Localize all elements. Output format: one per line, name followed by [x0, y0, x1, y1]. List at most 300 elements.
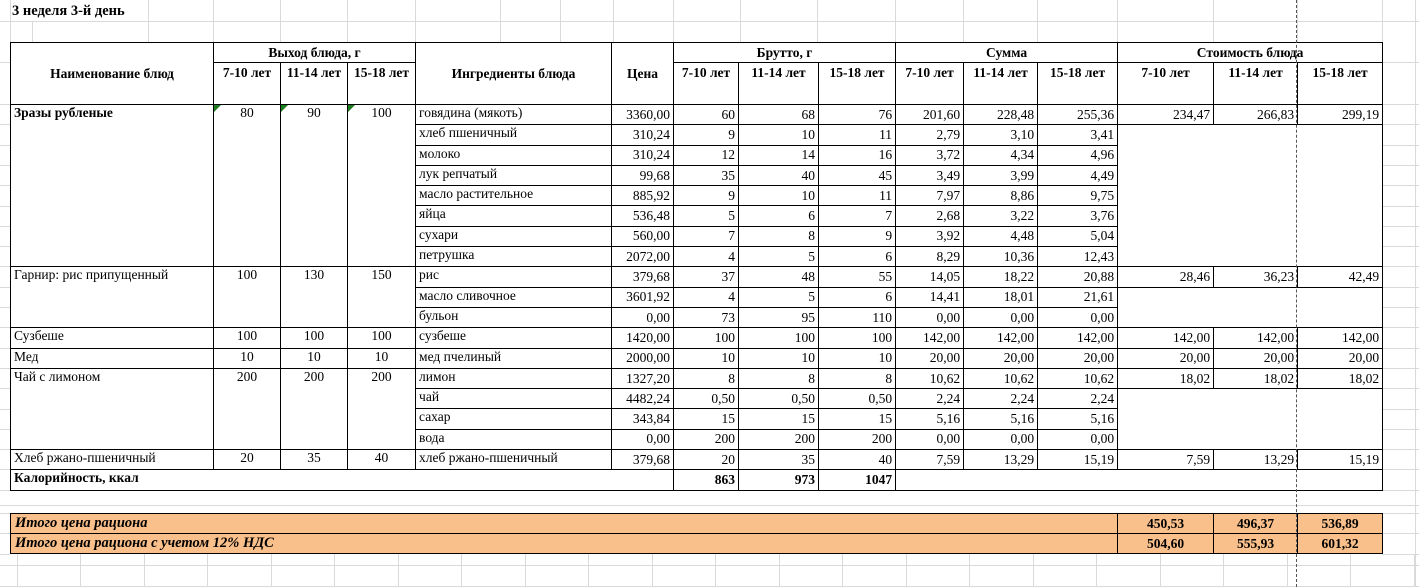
cell-brutto[interactable]: 45 [819, 165, 896, 185]
cell-brutto[interactable]: 16 [819, 145, 896, 165]
gridline [0, 124, 10, 125]
table-row [11, 105, 1383, 125]
cell-brutto[interactable]: 9 [819, 226, 896, 246]
cell-dish-name[interactable]: Хлеб ржано-пшеничный [11, 450, 214, 470]
cell-price[interactable]: 1327,20 [612, 368, 674, 388]
col-header-summa[interactable]: Сумма [896, 43, 1118, 63]
cell-summa[interactable]: 18,22 [964, 267, 1038, 287]
gridline [0, 185, 10, 186]
cell-brutto[interactable]: 10 [739, 348, 819, 368]
gridline [0, 505, 1419, 506]
cell-brutto[interactable]: 200 [819, 429, 896, 449]
cell-summa[interactable]: 5,16 [964, 409, 1038, 429]
gridline [1382, 469, 1419, 470]
cell-ingredient[interactable]: яйца [416, 206, 612, 226]
cell-price[interactable]: 560,00 [612, 226, 674, 246]
gridline [1382, 327, 1419, 328]
cell-brutto[interactable]: 9 [674, 125, 739, 145]
gridline [1382, 226, 1419, 227]
cell-summa[interactable]: 7,59 [896, 450, 964, 470]
cell-ingredient[interactable]: мед пчелиный [416, 348, 612, 368]
cell-cost[interactable]: 13,29 [1214, 450, 1298, 470]
cell-price[interactable]: 885,92 [612, 186, 674, 206]
cell-summa[interactable]: 4,48 [964, 226, 1038, 246]
cell-price[interactable]: 0,00 [612, 307, 674, 327]
note-triangle-icon [214, 105, 221, 112]
cell-ingredient[interactable]: вода [416, 429, 612, 449]
cell-summa[interactable]: 0,00 [964, 307, 1038, 327]
cell-dish-name[interactable]: Чай с лимоном [11, 368, 214, 449]
cell-summa[interactable]: 142,00 [1038, 328, 1118, 348]
cell-summa[interactable]: 8,86 [964, 186, 1038, 206]
cell-summa[interactable]: 8,29 [896, 247, 964, 267]
cell-ingredient[interactable]: хлеб ржано-пшеничный [416, 450, 612, 470]
col-header-price[interactable]: Цена [612, 43, 674, 105]
cell-price[interactable]: 2072,00 [612, 247, 674, 267]
gridline [0, 246, 10, 247]
cell-ingredient[interactable]: масло сливочное [416, 287, 612, 307]
cell-dish-name[interactable]: Гарнир: рис припущенный [11, 267, 214, 328]
cell-dish-name[interactable]: Сузбеше [11, 328, 214, 348]
note-triangle-icon [348, 105, 355, 112]
cell-ingredient[interactable]: сухари [416, 226, 612, 246]
gridline [1382, 287, 1419, 288]
age-header-cost-2[interactable]: 11-14 лет [1214, 63, 1298, 105]
gridline [1382, 554, 1419, 555]
cell-brutto[interactable]: 11 [819, 125, 896, 145]
cell-price[interactable]: 343,84 [612, 409, 674, 429]
cell-output[interactable] [281, 105, 348, 267]
gridline [0, 226, 10, 227]
gridline [0, 206, 10, 207]
cell-brutto[interactable]: 68 [739, 105, 819, 125]
cell-output[interactable]: 130 [281, 267, 348, 328]
cell-output[interactable]: 100 [214, 267, 281, 328]
cell-brutto[interactable]: 100 [739, 328, 819, 348]
cell-output[interactable]: 150 [348, 267, 416, 328]
cell-brutto[interactable]: 6 [739, 206, 819, 226]
cell-brutto[interactable]: 10 [739, 186, 819, 206]
gridline [80, 554, 81, 587]
cell-summa[interactable]: 3,92 [896, 226, 964, 246]
age-header-summa-3[interactable]: 15-18 лет [1038, 63, 1118, 105]
cell-output[interactable] [214, 105, 281, 267]
cell-summa[interactable]: 0,00 [964, 429, 1038, 449]
cell-cost[interactable]: 299,19 [1298, 105, 1383, 125]
cell-cost[interactable]: 20,00 [1298, 348, 1383, 368]
total-row-value[interactable]: 601,32 [1298, 534, 1383, 554]
cell-output[interactable] [348, 105, 416, 267]
total-row-label[interactable]: Итого цена рациона с учетом 12% НДС [11, 534, 1118, 554]
gridline [0, 307, 10, 308]
cell-summa[interactable]: 2,79 [896, 125, 964, 145]
cell-output[interactable]: 200 [348, 368, 416, 449]
cell-cost[interactable]: 42,49 [1298, 267, 1383, 287]
cell-brutto[interactable]: 60 [674, 105, 739, 125]
cell-summa[interactable]: 0,00 [896, 429, 964, 449]
cell-cost-merged-empty[interactable] [1118, 125, 1383, 267]
cell-cost[interactable]: 20,00 [1118, 348, 1214, 368]
cell-summa[interactable]: 18,01 [964, 287, 1038, 307]
output-value: 100 [371, 105, 392, 120]
cell-summa[interactable]: 142,00 [896, 328, 964, 348]
cell-summa[interactable]: 0,00 [1038, 307, 1118, 327]
cell-cost[interactable]: 266,83 [1214, 105, 1298, 125]
gridline [0, 368, 10, 369]
gridline [0, 388, 10, 389]
cell-kcal-value[interactable]: 973 [739, 470, 819, 490]
gridline [1382, 145, 1419, 146]
cell-summa[interactable]: 14,05 [896, 267, 964, 287]
total-row-value[interactable]: 496,37 [1214, 514, 1298, 534]
gridline [0, 449, 10, 450]
cell-brutto[interactable]: 8 [739, 226, 819, 246]
cell-brutto[interactable]: 73 [674, 307, 739, 327]
total-row-value[interactable]: 504,60 [1118, 534, 1214, 554]
cell-summa[interactable]: 4,49 [1038, 165, 1118, 185]
gridline [0, 429, 10, 430]
cell-brutto[interactable]: 8 [739, 368, 819, 388]
cell-summa[interactable]: 5,16 [1038, 409, 1118, 429]
cell-brutto[interactable]: 5 [674, 206, 739, 226]
cell-summa[interactable]: 2,24 [896, 389, 964, 409]
col-header-brutto[interactable]: Брутто, г [674, 43, 896, 63]
cell-summa[interactable]: 142,00 [964, 328, 1038, 348]
cell-cost[interactable]: 36,23 [1214, 267, 1298, 287]
cell-brutto[interactable]: 37 [674, 267, 739, 287]
gridline [0, 266, 10, 267]
cell-output[interactable]: 100 [281, 328, 348, 348]
cell-ingredient[interactable]: бульон [416, 307, 612, 327]
table-row [11, 348, 1383, 368]
cell-summa[interactable]: 3,72 [896, 145, 964, 165]
total-row [11, 514, 1383, 534]
cell-brutto[interactable]: 48 [739, 267, 819, 287]
cell-brutto[interactable]: 40 [819, 450, 896, 470]
cell-summa[interactable]: 4,96 [1038, 145, 1118, 165]
cell-summa[interactable]: 201,60 [896, 105, 964, 125]
cell-summa[interactable]: 5,16 [896, 409, 964, 429]
cell-summa[interactable]: 3,41 [1038, 125, 1118, 145]
cell-ingredient[interactable]: лук репчатый [416, 165, 612, 185]
cell-summa[interactable]: 10,36 [964, 247, 1038, 267]
cell-brutto[interactable]: 7 [674, 226, 739, 246]
gridline [271, 554, 272, 587]
cell-brutto[interactable]: 10 [674, 348, 739, 368]
cell-summa[interactable]: 10,62 [964, 368, 1038, 388]
sheet-title[interactable]: 3 неделя 3-й день [12, 3, 125, 19]
cell-kcal-value[interactable]: 1047 [819, 470, 896, 490]
table-row-kcal [11, 470, 1383, 490]
gridline [334, 554, 335, 587]
cell-ingredient[interactable]: молоко [416, 145, 612, 165]
cell-cost[interactable]: 142,00 [1118, 328, 1214, 348]
gridline [398, 554, 399, 587]
cell-brutto[interactable]: 35 [739, 450, 819, 470]
gridline [1382, 246, 1419, 247]
age-header-output-2[interactable]: 11-14 лет [281, 63, 348, 105]
gridline [1382, 388, 1419, 389]
cell-price[interactable]: 379,68 [612, 450, 674, 470]
gridline [1033, 554, 1034, 587]
cell-cost[interactable]: 18,02 [1214, 368, 1298, 388]
cell-output[interactable]: 10 [214, 348, 281, 368]
gridline [1382, 307, 1419, 308]
gridline [1382, 490, 1419, 491]
cell-ingredient[interactable]: рис [416, 267, 612, 287]
cell-summa[interactable]: 10,62 [896, 368, 964, 388]
cell-price[interactable]: 99,68 [612, 165, 674, 185]
cell-brutto[interactable]: 5 [739, 247, 819, 267]
cell-summa[interactable]: 14,41 [896, 287, 964, 307]
cell-output[interactable]: 10 [281, 348, 348, 368]
cell-cost[interactable]: 28,46 [1118, 267, 1214, 287]
age-header-output-3[interactable]: 15-18 лет [348, 63, 416, 105]
cell-brutto[interactable]: 0,50 [819, 389, 896, 409]
cell-cost-merged-empty[interactable] [1118, 287, 1383, 328]
cell-brutto[interactable]: 20 [674, 450, 739, 470]
gridline [1382, 266, 1419, 267]
age-header-brutto-1[interactable]: 7-10 лет [674, 63, 739, 105]
cell-price[interactable]: 310,24 [612, 125, 674, 145]
cell-brutto[interactable]: 95 [739, 307, 819, 327]
cell-ingredient[interactable]: масло растительное [416, 186, 612, 206]
gridline [715, 554, 716, 587]
cell-cost[interactable]: 234,47 [1118, 105, 1214, 125]
cell-output[interactable]: 200 [281, 368, 348, 449]
table-row [11, 328, 1383, 348]
cell-brutto[interactable]: 15 [739, 409, 819, 429]
cell-summa[interactable]: 3,49 [896, 165, 964, 185]
gridline [1096, 554, 1097, 587]
cell-price[interactable]: 3360,00 [612, 105, 674, 125]
cell-brutto[interactable]: 76 [819, 105, 896, 125]
gridline [1382, 533, 1419, 534]
cell-summa[interactable]: 7,97 [896, 186, 964, 206]
cell-ingredient[interactable]: хлеб пшеничный [416, 125, 612, 145]
gridline [779, 554, 780, 587]
gridline [1223, 554, 1224, 587]
cell-price[interactable]: 4482,24 [612, 389, 674, 409]
cell-brutto[interactable]: 15 [674, 409, 739, 429]
cell-price[interactable]: 2000,00 [612, 348, 674, 368]
gridline [0, 287, 10, 288]
cell-brutto[interactable]: 100 [819, 328, 896, 348]
cell-brutto[interactable]: 10 [819, 348, 896, 368]
gridline [1382, 348, 1419, 349]
gridline [1382, 124, 1419, 125]
cell-brutto[interactable]: 35 [674, 165, 739, 185]
gridline [1287, 554, 1288, 587]
cell-summa[interactable]: 20,00 [896, 348, 964, 368]
cell-kcal-empty[interactable] [896, 470, 1383, 490]
age-header-cost-1[interactable]: 7-10 лет [1118, 63, 1214, 105]
cell-price[interactable]: 3601,92 [612, 287, 674, 307]
cell-brutto[interactable]: 5 [739, 287, 819, 307]
cell-brutto[interactable]: 11 [819, 186, 896, 206]
gridline [0, 513, 10, 514]
total-row-label[interactable]: Итого цена рациона [11, 514, 1118, 534]
cell-ingredient[interactable]: петрушка [416, 247, 612, 267]
cell-dish-name[interactable]: Мед [11, 348, 214, 368]
totals-table [10, 513, 1383, 554]
age-header-cost-3[interactable]: 15-18 лет [1298, 63, 1383, 105]
cell-output[interactable]: 40 [348, 450, 416, 470]
cell-output[interactable]: 10 [348, 348, 416, 368]
cell-cost[interactable]: 18,02 [1298, 368, 1383, 388]
cell-price[interactable]: 379,68 [612, 267, 674, 287]
cell-summa[interactable]: 13,29 [964, 450, 1038, 470]
cell-brutto[interactable]: 0,50 [739, 389, 819, 409]
cell-summa[interactable]: 255,36 [1038, 105, 1118, 125]
cell-output[interactable]: 35 [281, 450, 348, 470]
cell-summa[interactable]: 4,34 [964, 145, 1038, 165]
gridline [0, 165, 10, 166]
meal-plan-table [10, 42, 1383, 491]
cell-brutto[interactable]: 200 [739, 429, 819, 449]
gridline [0, 469, 10, 470]
cell-cost[interactable]: 142,00 [1298, 328, 1383, 348]
age-header-summa-1[interactable]: 7-10 лет [896, 63, 964, 105]
cell-ingredient[interactable]: сузбеше [416, 328, 612, 348]
table-row [11, 368, 1383, 388]
cell-summa[interactable]: 5,04 [1038, 226, 1118, 246]
cell-ingredient[interactable]: лимон [416, 368, 612, 388]
total-row-value[interactable]: 555,93 [1214, 534, 1298, 554]
cell-summa[interactable]: 2,24 [964, 389, 1038, 409]
cell-kcal-value[interactable]: 863 [674, 470, 739, 490]
note-triangle-icon [281, 105, 288, 112]
cell-dish-name[interactable]: Зразы рубленые [11, 105, 214, 267]
cell-ingredient[interactable]: говядина (мякоть) [416, 105, 612, 125]
gridline [0, 327, 10, 328]
cell-brutto[interactable]: 100 [674, 328, 739, 348]
cell-brutto[interactable]: 6 [819, 287, 896, 307]
gridline [1382, 206, 1419, 207]
cell-price[interactable]: 1420,00 [612, 328, 674, 348]
cell-cost[interactable]: 7,59 [1118, 450, 1214, 470]
cell-brutto[interactable]: 15 [819, 409, 896, 429]
age-header-brutto-2[interactable]: 11-14 лет [739, 63, 819, 105]
gridline [0, 145, 10, 146]
cell-brutto[interactable]: 55 [819, 267, 896, 287]
cell-price[interactable]: 310,24 [612, 145, 674, 165]
cell-brutto[interactable]: 10 [739, 125, 819, 145]
cell-summa[interactable]: 12,43 [1038, 247, 1118, 267]
cell-cost[interactable]: 15,19 [1298, 450, 1383, 470]
table-row [11, 450, 1383, 470]
cell-summa[interactable]: 3,10 [964, 125, 1038, 145]
cell-brutto[interactable]: 4 [674, 287, 739, 307]
cell-brutto[interactable]: 8 [674, 368, 739, 388]
gridline [461, 554, 462, 587]
cell-summa[interactable]: 10,62 [1038, 368, 1118, 388]
cell-summa[interactable]: 228,48 [964, 105, 1038, 125]
cell-cost[interactable]: 142,00 [1214, 328, 1298, 348]
cell-summa[interactable]: 2,68 [896, 206, 964, 226]
cell-cost[interactable]: 18,02 [1118, 368, 1214, 388]
cell-summa[interactable]: 3,76 [1038, 206, 1118, 226]
cell-cost-merged-empty[interactable] [1118, 389, 1383, 450]
cell-output[interactable]: 200 [214, 368, 281, 449]
cell-kcal-label[interactable]: Калорийность, ккал [11, 470, 674, 490]
cell-summa[interactable]: 3,99 [964, 165, 1038, 185]
cell-brutto[interactable]: 110 [819, 307, 896, 327]
gridline [1415, 0, 1416, 587]
age-header-output-1[interactable]: 7-10 лет [214, 63, 281, 105]
cell-summa[interactable]: 0,00 [1038, 429, 1118, 449]
cell-brutto[interactable]: 40 [739, 165, 819, 185]
gridline [1350, 554, 1351, 587]
gridline [0, 533, 10, 534]
gridline [0, 409, 10, 410]
cell-cost[interactable]: 20,00 [1214, 348, 1298, 368]
col-header-ingredients[interactable]: Ингредиенты блюда [416, 43, 612, 105]
cell-summa[interactable]: 21,61 [1038, 287, 1118, 307]
cell-brutto[interactable]: 7 [819, 206, 896, 226]
cell-output[interactable]: 100 [214, 328, 281, 348]
gridline [1382, 104, 1419, 105]
gridline [1382, 449, 1419, 450]
age-header-brutto-3[interactable]: 15-18 лет [819, 63, 896, 105]
cell-price[interactable]: 0,00 [612, 429, 674, 449]
gridline [1382, 165, 1419, 166]
gridline [969, 554, 970, 587]
cell-brutto[interactable]: 4 [674, 247, 739, 267]
cell-brutto[interactable]: 0,50 [674, 389, 739, 409]
age-header-summa-2[interactable]: 11-14 лет [964, 63, 1038, 105]
gridline [652, 554, 653, 587]
page-break-line [1296, 0, 1297, 587]
total-row-value[interactable]: 450,53 [1118, 514, 1214, 534]
col-header-output[interactable]: Выход блюда, г [214, 43, 416, 63]
cell-summa[interactable]: 2,24 [1038, 389, 1118, 409]
cell-summa[interactable]: 20,00 [1038, 348, 1118, 368]
gridline [842, 554, 843, 587]
cell-summa[interactable]: 20,88 [1038, 267, 1118, 287]
cell-brutto[interactable]: 6 [819, 247, 896, 267]
total-row-value[interactable]: 536,89 [1298, 514, 1383, 534]
cell-output[interactable]: 100 [348, 328, 416, 348]
cell-brutto[interactable]: 200 [674, 429, 739, 449]
gridline [1160, 554, 1161, 587]
gridline [1382, 513, 1419, 514]
cell-summa[interactable]: 15,19 [1038, 450, 1118, 470]
col-header-dish-name[interactable]: Наименование блюд [11, 43, 214, 105]
cell-summa[interactable]: 9,75 [1038, 186, 1118, 206]
gridline [0, 21, 1419, 22]
cell-summa[interactable]: 20,00 [964, 348, 1038, 368]
col-header-cost[interactable]: Стоимость блюда [1118, 43, 1383, 63]
table-header [11, 43, 1383, 105]
cell-ingredient[interactable]: чай [416, 389, 612, 409]
cell-summa[interactable]: 0,00 [896, 307, 964, 327]
cell-brutto[interactable]: 12 [674, 145, 739, 165]
cell-price[interactable]: 536,48 [612, 206, 674, 226]
gridline [0, 554, 10, 555]
cell-brutto[interactable]: 8 [819, 368, 896, 388]
cell-summa[interactable]: 3,22 [964, 206, 1038, 226]
gridline [207, 554, 208, 587]
cell-brutto[interactable]: 14 [739, 145, 819, 165]
gridline [0, 348, 10, 349]
gridline [1382, 368, 1419, 369]
cell-ingredient[interactable]: сахар [416, 409, 612, 429]
gridline [1382, 429, 1419, 430]
cell-output[interactable]: 20 [214, 450, 281, 470]
cell-brutto[interactable]: 9 [674, 186, 739, 206]
gridline [0, 490, 10, 491]
